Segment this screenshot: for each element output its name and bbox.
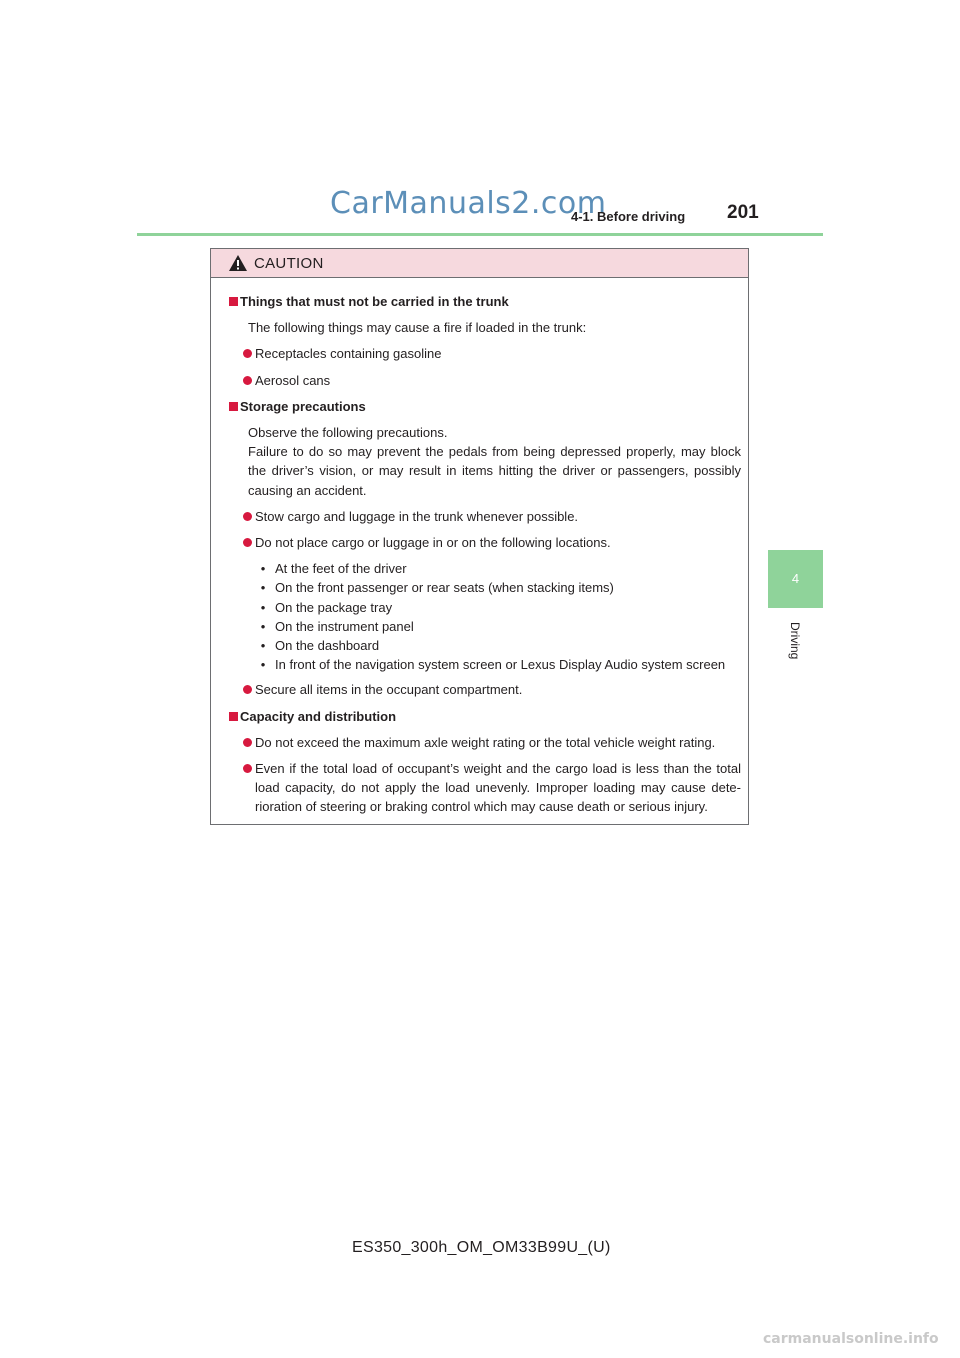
section-title-text: Storage precautions [240, 398, 366, 414]
list-item-text: Aerosol cans [255, 372, 331, 388]
list-item [243, 759, 741, 817]
section-title-text: Things that must not be carried in the trunk [240, 294, 509, 309]
caution-box [210, 248, 749, 825]
location-text: On the instrument panel [275, 618, 414, 634]
list-item-text: Do not exceed the maximum axle weight rating or the total vehicle weight rating. [255, 734, 716, 750]
location-item [257, 617, 741, 636]
section-intro: The following things may cause a fire if loaded in the trunk: [248, 320, 587, 336]
footer-watermark: carmanualsonline.info [763, 1331, 939, 1347]
caution-body [211, 278, 748, 817]
square-bullet-icon [229, 712, 238, 721]
round-bullet-icon [243, 685, 252, 694]
list-item [243, 507, 741, 526]
section-title-trunk-items [229, 292, 741, 311]
list-item-text: Do not place cargo or luggage in or on the following locations. [255, 535, 611, 551]
location-text: On the package tray [275, 599, 393, 615]
watermark-logo: CarManuals2.com [330, 186, 607, 221]
location-item [257, 559, 741, 578]
round-bullet-icon [243, 738, 252, 747]
round-bullet-icon [243, 512, 252, 521]
location-item [257, 578, 741, 597]
chapter-tab: 4 [768, 550, 823, 608]
list-item [243, 371, 741, 390]
location-item [257, 598, 741, 617]
section-header: 4-1. Before driving [571, 209, 686, 224]
location-text: On the front passenger or rear seats (when stacking items) [275, 580, 614, 596]
round-bullet-icon [243, 764, 252, 773]
list-item [243, 533, 741, 552]
section-intro: Observe the following precautions. [248, 425, 448, 441]
small-bullet-icon: • [260, 638, 266, 654]
section-title-capacity [229, 707, 741, 726]
square-bullet-icon [229, 402, 238, 411]
round-bullet-icon [243, 376, 252, 385]
location-list [257, 559, 741, 674]
location-text: On the dashboard [275, 638, 380, 654]
small-bullet-icon: • [260, 657, 266, 673]
list-item [243, 680, 741, 699]
location-item [257, 636, 741, 655]
location-text: At the feet of the driver [275, 561, 407, 577]
chapter-label: Driving [788, 622, 802, 660]
small-bullet-icon: • [260, 580, 266, 596]
list-item [243, 733, 741, 752]
list-item-text: Stow cargo and luggage in the trunk whenever possible. [255, 508, 579, 524]
round-bullet-icon [243, 538, 252, 547]
list-item [243, 344, 741, 363]
caution-header [211, 249, 748, 278]
location-item [257, 655, 741, 674]
section-title-text: Capacity and distribution [240, 708, 397, 724]
location-text: In front of the navigation system screen or Lexus Display Audio system screen [275, 657, 726, 673]
list-item-text: Receptacles containing gasoline [255, 346, 442, 362]
caution-title: CAUTION [254, 254, 324, 272]
section-intro: Failure to do so may prevent the pedals from being depressed properly, may block the driver’s vision, or may result in items hitting the driver or passengers, possibly causing an accident. [248, 444, 741, 498]
small-bullet-icon: • [260, 599, 266, 615]
warning-triangle-icon [228, 254, 248, 272]
small-bullet-icon: • [260, 618, 266, 634]
list-item-text: Secure all items in the occupant compartment. [255, 682, 523, 698]
header-divider [137, 233, 823, 236]
square-bullet-icon [229, 297, 238, 306]
small-bullet-icon: • [260, 561, 266, 577]
list-item-text: Even if the total load of occupant’s weight and the cargo load is less than the total load capacity, do not apply the load unevenly. Improper loading may cause dete-rioration of steering or braking control which may cause death or serious injury. [255, 761, 741, 815]
document-code: ES350_300h_OM_OM33B99U_(U) [352, 1239, 611, 1256]
page-number: 201 [727, 202, 759, 223]
section-title-storage [229, 397, 741, 416]
round-bullet-icon [243, 349, 252, 358]
